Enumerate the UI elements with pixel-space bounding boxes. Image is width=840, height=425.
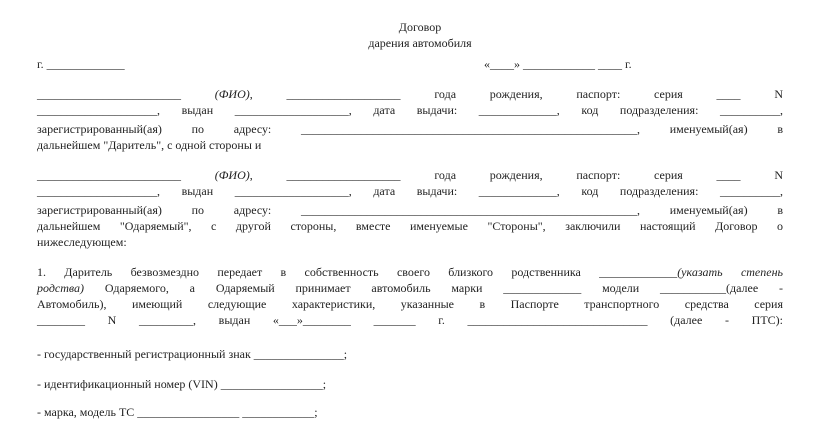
list-item-registration-plate: - государственный регистрационный знак _______________; xyxy=(37,347,348,361)
clause1-line-4: ________ N _________, выдан «___»________ _______ г. ______________________________ (далее - ПТС): xyxy=(37,313,783,327)
donor-name-blank: ________________________ xyxy=(37,87,215,101)
donor-line-3: зарегистрированный(ая) по адресу: ________________________________________________________, именуемый(ая) в xyxy=(37,122,783,136)
donor-line-2: ____________________, выдан ___________________, дата выдачи: _____________, код подразделения: __________, xyxy=(37,103,783,117)
donor-line-1 xyxy=(37,87,783,101)
recipient-line-3: зарегистрированный(ая) по адресу: ________________________________________________________, именуемый(ая) в xyxy=(37,203,783,217)
donor-line-4: дальнейшем "Даритель", с одной стороны и xyxy=(37,138,262,152)
recipient-line-5: нижеследующем: xyxy=(37,235,127,249)
recipient-line-2: ____________________, выдан ___________________, дата выдачи: _____________, код подразделения: __________, xyxy=(37,184,783,198)
clause1-line-2 xyxy=(37,281,783,295)
recipient-line-1 xyxy=(37,168,783,182)
place-line: г. _____________ xyxy=(37,57,125,71)
clause1-text: 1. Даритель безвозмездно передает в собственность своего близкого родственника _____________ xyxy=(37,265,678,279)
recipient-passport-text: , ___________________ года рождения, паспорт: серия ____ N xyxy=(249,168,783,182)
list-item-vin: - идентификационный номер (VIN) _________________; xyxy=(37,377,327,391)
clause1-car-text: Одаряемого, а Одаряемый принимает автомобиль марки _____________ модели ___________(далее - xyxy=(84,281,783,295)
recipient-name-blank: ________________________ xyxy=(37,168,215,182)
clause1-relation-hint: (указать степень xyxy=(677,265,784,279)
clause1-line-3: Автомобиль), имеющий следующие характеристики, указанные в Паспорте транспортного средства серия xyxy=(37,297,783,311)
date-line: «____» ____________ ____ г. xyxy=(484,57,632,71)
recipient-line-4: дальнейшем "Одаряемый", с другой стороны, вместе именуемые "Стороны", заключили настоящий Договор о xyxy=(37,219,783,233)
recipient-fio-hint: (ФИО) xyxy=(214,168,250,182)
list-item-make-model: - марка, модель ТС _________________ ____________; xyxy=(37,405,318,419)
donor-passport-text: , ___________________ года рождения, паспорт: серия ____ N xyxy=(249,87,783,101)
document-title: Договор xyxy=(398,20,442,34)
donor-fio-hint: (ФИО) xyxy=(214,87,250,101)
clause1-line-1 xyxy=(37,265,783,279)
document-subtitle: дарения автомобиля xyxy=(368,36,472,50)
clause1-relation-hint-cont: родства) xyxy=(37,281,85,295)
